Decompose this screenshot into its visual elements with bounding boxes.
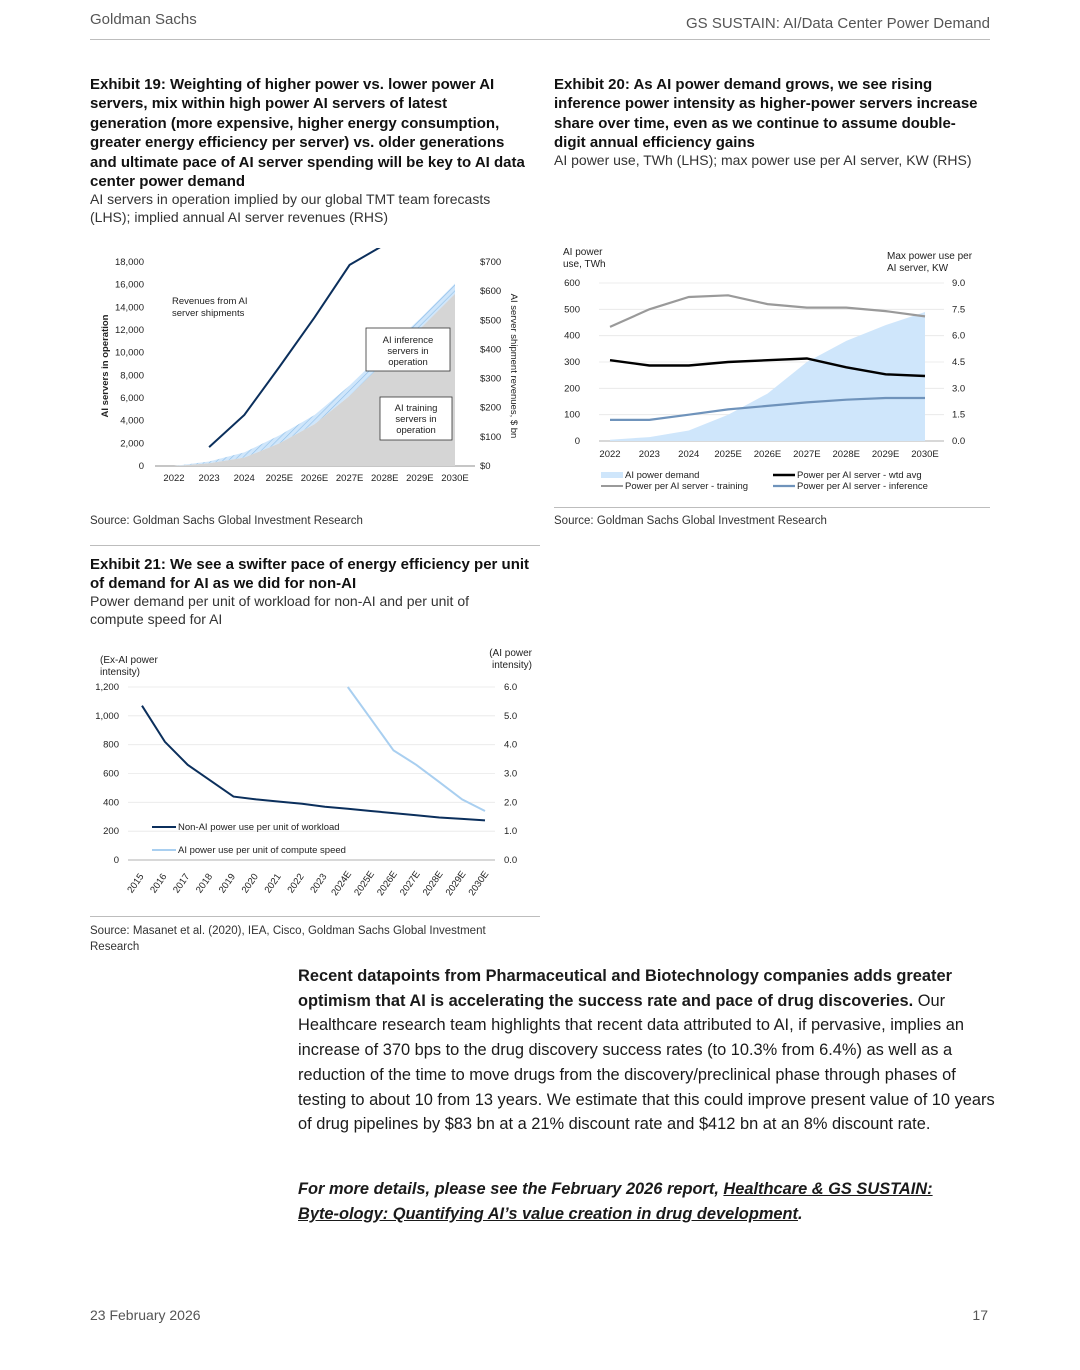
ex20-ai-power-demand-area — [610, 312, 925, 441]
ex19-y2-axis-label-text: AI server shipment revenues, $ bn — [508, 293, 519, 439]
ex19-y2-tick: $500 — [480, 315, 502, 327]
ex21-y-tick: 1,000 — [95, 710, 119, 722]
ex20-x-tick: 2029E — [871, 449, 900, 460]
ex21-y-tick: 800 — [103, 739, 119, 751]
ex21-y-tick: 600 — [103, 768, 119, 780]
ex19-x-tick: 2024 — [233, 473, 255, 484]
ex19-y2-tick: $300 — [480, 373, 502, 385]
ex20-x-tick: 2030E — [911, 449, 939, 460]
exhibit-19-chart — [90, 248, 530, 493]
exhibit-20-title: Exhibit 20: As AI power demand grows, we see rising inference power intensity as higher-power servers increase share over time, even as we continue to assume double-digit annual efficiency gains — [554, 76, 978, 152]
exhibit-19-source: Source: Goldman Sachs Global Investment Research — [90, 515, 363, 527]
ex19-y-tick: 14,000 — [114, 302, 144, 314]
ex20-y2-tick: 4.5 — [952, 357, 966, 368]
ex19-x-tick: 2030E — [441, 473, 469, 484]
ex21-y2-tick: 6.0 — [504, 682, 518, 693]
ex20-x-tick: 2026E — [753, 449, 782, 460]
ex21-y2-tick: 0.0 — [504, 855, 518, 866]
exhibit-21-subtitle: Power demand per unit of workload for non-AI and per unit of compute speed for AI — [90, 593, 469, 627]
ex19-x-tick: 2029E — [406, 473, 434, 484]
exhibit-21-source: Source: Masanet et al. (2020), IEA, Cisco, Goldman Sachs Global Investment Research — [90, 925, 486, 953]
ex19-y-tick: 4,000 — [120, 415, 144, 427]
ex21-legend-label: AI power use per unit of compute speed — [178, 845, 346, 856]
ex19-y2-tick: $0 — [480, 461, 491, 472]
ex20-y-tick: 400 — [564, 330, 580, 342]
ex21-x-tick: 2023 — [308, 871, 330, 896]
ex19-y-tick: 12,000 — [114, 325, 144, 336]
ex19-x-tick: 2027E — [335, 473, 364, 484]
ex20-y-axis-label: AI power use, TWh — [563, 247, 606, 270]
ex21-y-axis-label: (Ex-AI power intensity) — [100, 655, 158, 678]
ex19-y-axis-label: AI servers in operation — [100, 314, 111, 418]
ex21-x-tick: 2026E — [375, 869, 400, 898]
ex20-y2-tick: 1.5 — [952, 409, 966, 421]
page-number: 17 — [972, 1307, 988, 1323]
ex19-training-annotation: AI training servers in operation — [394, 403, 438, 436]
ex19-x-tick: 2023 — [198, 473, 220, 484]
exhibit-19-divider — [90, 545, 540, 546]
header-divider — [90, 39, 990, 40]
ex20-y2-tick: 3.0 — [952, 383, 966, 395]
ex19-y2-tick: $100 — [480, 431, 502, 443]
ex20-legend-label: Power per AI server - wtd avg — [797, 470, 922, 481]
ex20-y-tick: 600 — [564, 278, 580, 289]
ex21-y-tick: 400 — [103, 797, 119, 809]
ex21-y2-tick: 2.0 — [504, 797, 518, 809]
ex20-y2-axis-label: Max power use per AI server, KW — [887, 251, 973, 274]
ex20-x-tick: 2024 — [678, 449, 700, 460]
ex21-x-tick: 2030E — [466, 869, 492, 898]
exhibit-20-divider — [554, 507, 990, 508]
ex19-y2-tick: $600 — [480, 286, 502, 298]
ex20-x-tick: 2027E — [793, 449, 821, 460]
footer-date: 23 February 2026 — [90, 1307, 201, 1323]
ex21-y2-tick: 3.0 — [504, 768, 518, 780]
ex21-ai-line — [348, 687, 485, 811]
report-title: GS SUSTAIN: AI/Data Center Power Demand — [685, 15, 990, 32]
ex20-x-tick: 2028E — [832, 449, 860, 460]
ex20-y2-tick: 7.5 — [952, 304, 966, 316]
ex19-inference-annotation: AI inference servers in operation — [382, 335, 434, 368]
ex20-legend-label: Power per AI server - inference — [797, 481, 928, 492]
ex19-y-tick: 2,000 — [120, 438, 144, 450]
ex20-training-line — [610, 295, 925, 327]
ex20-x-tick: 2023 — [638, 449, 660, 460]
ex19-y-tick: 0 — [138, 461, 144, 472]
exhibit-19-subtitle: AI servers in operation implied by our global TMT team forecasts (LHS); implied annual AI server revenues (RHS) — [90, 191, 491, 225]
ex19-y2-tick: $200 — [480, 402, 502, 414]
body-text: Our Healthcare research team highlights that recent data attributed to AI, if pervasive, implies an increase of 370 bps to the drug discovery success rates (to 10.3% from 6.4%) as well as a reduction of the time to move drugs from the discovery/preclinical phase through phases of testing to about 10 from 13 years. We estimate that this could improve present value of 10 years of drug pipelines by $83 bn at a 21% discount rate and $412 bn at an 8% discount rate. — [298, 991, 995, 1134]
exhibit-21-chart — [90, 645, 540, 905]
ex19-revenue-annotation: Revenues from AI server shipments — [172, 296, 248, 319]
ex21-legend-label: Non-AI power use per unit of workload — [178, 822, 340, 833]
ex19-x-tick: 2022 — [163, 473, 185, 484]
body-lead: Recent datapoints from Pharmaceutical and Biotechnology companies adds greater optimism that AI is accelerating the success rate and pace of drug discoveries. — [298, 967, 952, 1010]
ex21-y-tick: 200 — [103, 826, 119, 838]
ex20-y2-tick: 6.0 — [952, 330, 966, 342]
ex20-y-tick: 300 — [564, 357, 580, 368]
brand-name: Goldman Sachs — [90, 11, 197, 28]
ex19-y-tick: 6,000 — [120, 393, 144, 404]
ex20-y-tick: 500 — [564, 304, 580, 316]
body-paragraph — [298, 964, 998, 1137]
ex21-y-tick: 0 — [113, 855, 119, 866]
ex20-x-tick: 2025E — [714, 449, 742, 460]
ex21-y2-tick: 4.0 — [504, 739, 518, 751]
ex21-x-tick: 2022 — [285, 871, 307, 896]
ex21-x-tick: 2016 — [148, 871, 170, 896]
ex20-y-tick: 0 — [574, 436, 580, 447]
ex20-legend-label: AI power demand — [625, 470, 700, 481]
ex19-y-tick: 16,000 — [114, 279, 144, 291]
exhibit-21-title: Exhibit 21: We see a swifter pace of energy efficiency per unit of demand for AI as we did for non-AI — [90, 556, 530, 593]
report-link[interactable]: Healthcare & GS SUSTAIN: Byte-ology: Quantifying AI’s value creation in drug development — [298, 1180, 933, 1223]
ex21-x-tick: 2017 — [171, 871, 193, 896]
ex20-y-tick: 100 — [564, 409, 580, 421]
ex20-legend-label: Power per AI server - training — [625, 481, 749, 492]
ex21-x-tick: 2015 — [125, 871, 147, 896]
exhibit-20-chart — [554, 240, 990, 502]
more-details-prefix: For more details, please see the February 2026 report, — [298, 1180, 724, 1198]
ex21-x-tick: 2024E — [329, 869, 355, 898]
ex21-x-tick: 2021 — [262, 871, 284, 896]
ex20-y2-tick: 0.0 — [952, 436, 966, 447]
more-details-suffix: . — [798, 1204, 803, 1223]
ex21-non-ai-line — [142, 706, 485, 821]
ex21-x-tick: 2029E — [443, 869, 469, 898]
ex21-y2-axis-label: (AI power intensity) — [489, 648, 532, 671]
ex19-x-tick: 2028E — [371, 473, 399, 484]
exhibit-21-divider — [90, 916, 540, 917]
ex19-x-tick: 2025E — [265, 473, 294, 484]
ex19-y2-tick: $700 — [480, 257, 502, 268]
exhibit-19-title: Exhibit 19: Weighting of higher power vs. lower power AI servers, mix within high power AI servers of latest generation (more expensive, higher energy consumption, greater energy efficiency per server) vs. older generations and ultimate pace of AI server spending will be key to AI data center power demand — [90, 76, 525, 191]
exhibit-20-subtitle: AI power use, TWh (LHS); max power use per AI server, KW (RHS) — [554, 152, 972, 168]
ex21-y2-tick: 5.0 — [504, 710, 518, 722]
ex19-y-tick: 8,000 — [120, 370, 144, 382]
ex21-x-tick: 2027E — [397, 869, 423, 898]
ex21-x-tick: 2028E — [420, 869, 446, 898]
ex19-y-tick: 18,000 — [114, 257, 144, 268]
exhibit-20-source: Source: Goldman Sachs Global Investment Research — [554, 515, 827, 527]
ex20-x-tick: 2022 — [599, 449, 621, 460]
ex21-x-tick: 2020 — [239, 871, 261, 896]
ex21-y2-tick: 1.0 — [504, 826, 518, 838]
ex21-x-tick: 2018 — [193, 871, 216, 896]
ex21-x-tick: 2019 — [216, 871, 238, 896]
ex20-y-tick: 200 — [564, 383, 580, 395]
ex21-x-tick: 2025E — [352, 869, 378, 898]
ex20-y2-tick: 9.0 — [952, 278, 966, 289]
ex21-y-tick: 1,200 — [95, 682, 119, 693]
ex19-y2-tick: $400 — [480, 344, 502, 356]
ex19-x-tick: 2026E — [300, 473, 329, 484]
ex19-y-tick: 10,000 — [114, 347, 144, 359]
more-details-note — [298, 1177, 978, 1226]
